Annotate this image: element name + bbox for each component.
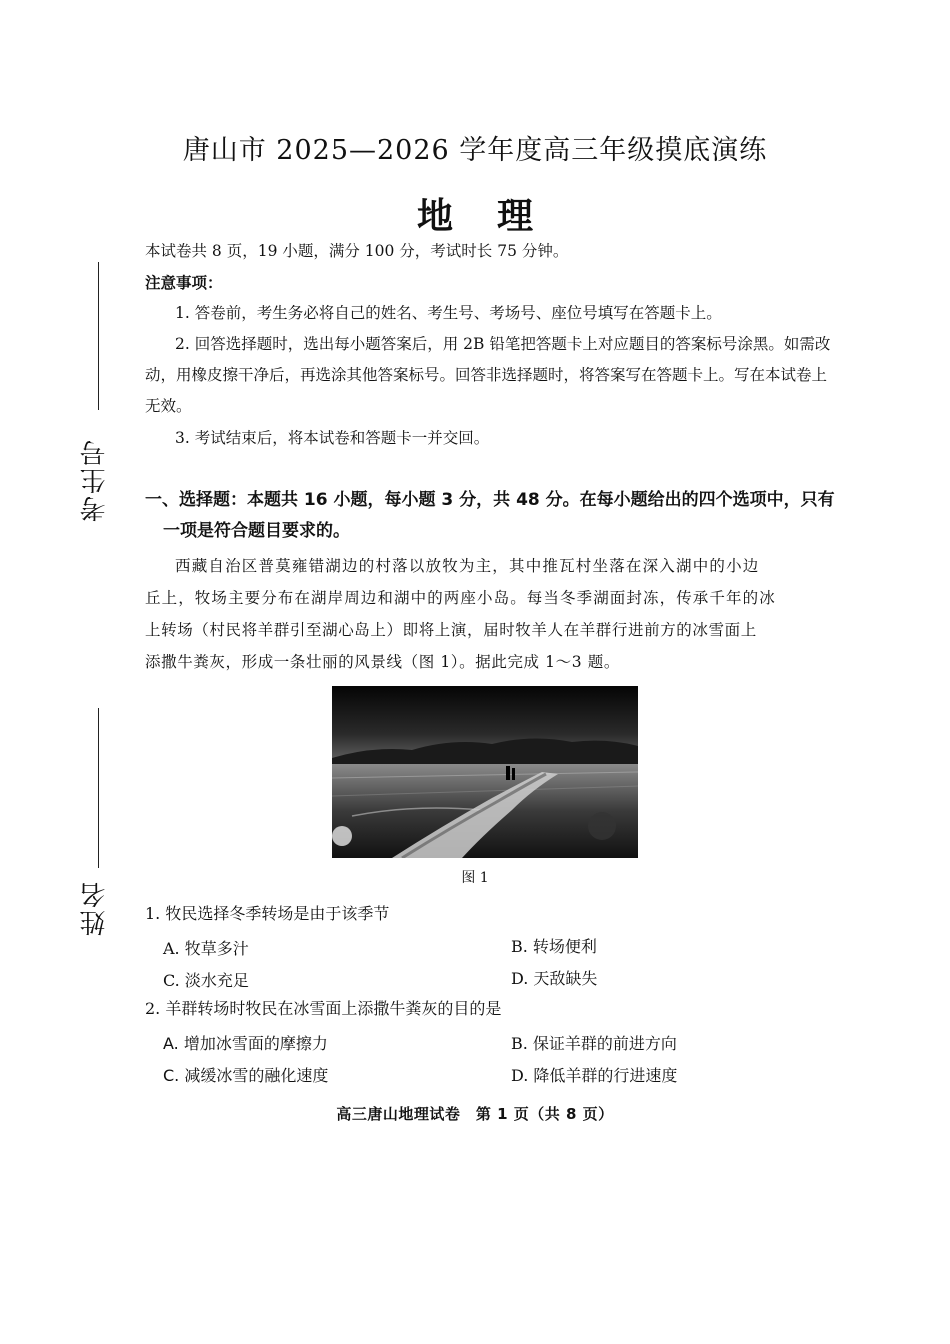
q1-option-d: D. 天敌缺失: [511, 969, 598, 988]
passage-line-1: 西藏自治区普莫雍错湖边的村落以放牧为主，其中推瓦村坐落在深入湖中的小边: [175, 557, 760, 575]
name-blank-line: [98, 708, 99, 868]
q1-option-c: C. 淡水充足: [163, 971, 249, 990]
note-item-3: 3. 考试结束后，将本试卷和答题卡一并交回。: [175, 429, 490, 447]
name-label: 姓名: [80, 880, 110, 936]
figure-1-photo: [332, 686, 638, 858]
exam-info: 本试卷共 8 页，19 小题，满分 100 分，考试时长 75 分钟。: [145, 242, 569, 260]
figure-1-caption: 图 1: [461, 870, 489, 886]
notes-heading: 注意事项：: [145, 274, 223, 292]
q2-option-b: B. 保证羊群的前进方向: [511, 1034, 677, 1053]
q1-stem: 1. 牧民选择冬季转场是由于该季节: [145, 904, 390, 923]
passage-line-4: 添撒牛粪灰，形成一条壮丽的风景线（图 1）。据此完成 1～3 题。: [145, 653, 620, 671]
exam-title: 唐山市 2025—2026 学年度高三年级摸底演练: [182, 135, 768, 166]
student-id-label: 考生号: [80, 438, 110, 522]
q2-option-d: D. 降低羊群的行进速度: [511, 1066, 678, 1085]
frozen-lake-photo: [332, 686, 638, 858]
section-heading-line-2: 一项是符合题目要求的。: [163, 521, 350, 541]
subject-title: 地理: [416, 196, 577, 237]
q2-stem: 2. 羊群转场时牧民在冰雪面上添撒牛粪灰的目的是: [145, 999, 502, 1018]
section-heading-line-1: 一、选择题：本题共 16 小题，每小题 3 分，共 48 分。在每小题给出的四个选项中，只有: [145, 490, 835, 510]
q2-option-c: C. 减缓冰雪的融化速度: [163, 1066, 329, 1085]
note-item-2-line-3: 无效。: [145, 397, 192, 415]
passage-line-2: 丘上，牧场主要分布在湖岸周边和湖中的两座小岛。每当冬季湖面封冻，传承千年的冰: [145, 589, 776, 607]
page-footer: 高三唐山地理试卷 第 1 页（共 8 页）: [336, 1105, 614, 1123]
passage-line-3: 上转场（村民将羊群引至湖心岛上）即将上演，届时牧羊人在羊群行进前方的冰雪面上: [145, 621, 757, 639]
note-item-1: 1. 答卷前，考生务必将自己的姓名、考生号、考场号、座位号填写在答题卡上。: [175, 304, 722, 322]
q2-option-a: A. 增加冰雪面的摩擦力: [163, 1034, 328, 1053]
note-item-2-line-2: 动，用橡皮擦干净后，再选涂其他答案标号。回答非选择题时，将答案写在答题卡上。写在本试卷上: [145, 366, 828, 384]
q1-option-a: A. 牧草多汁: [163, 939, 249, 958]
student-id-blank-line: [98, 262, 99, 410]
q1-option-b: B. 转场便利: [511, 937, 597, 956]
note-item-2-line-1: 2. 回答选择题时，选出每小题答案后，用 2B 铅笔把答题卡上对应题目的答案标号涂黑。如需改: [175, 335, 831, 353]
